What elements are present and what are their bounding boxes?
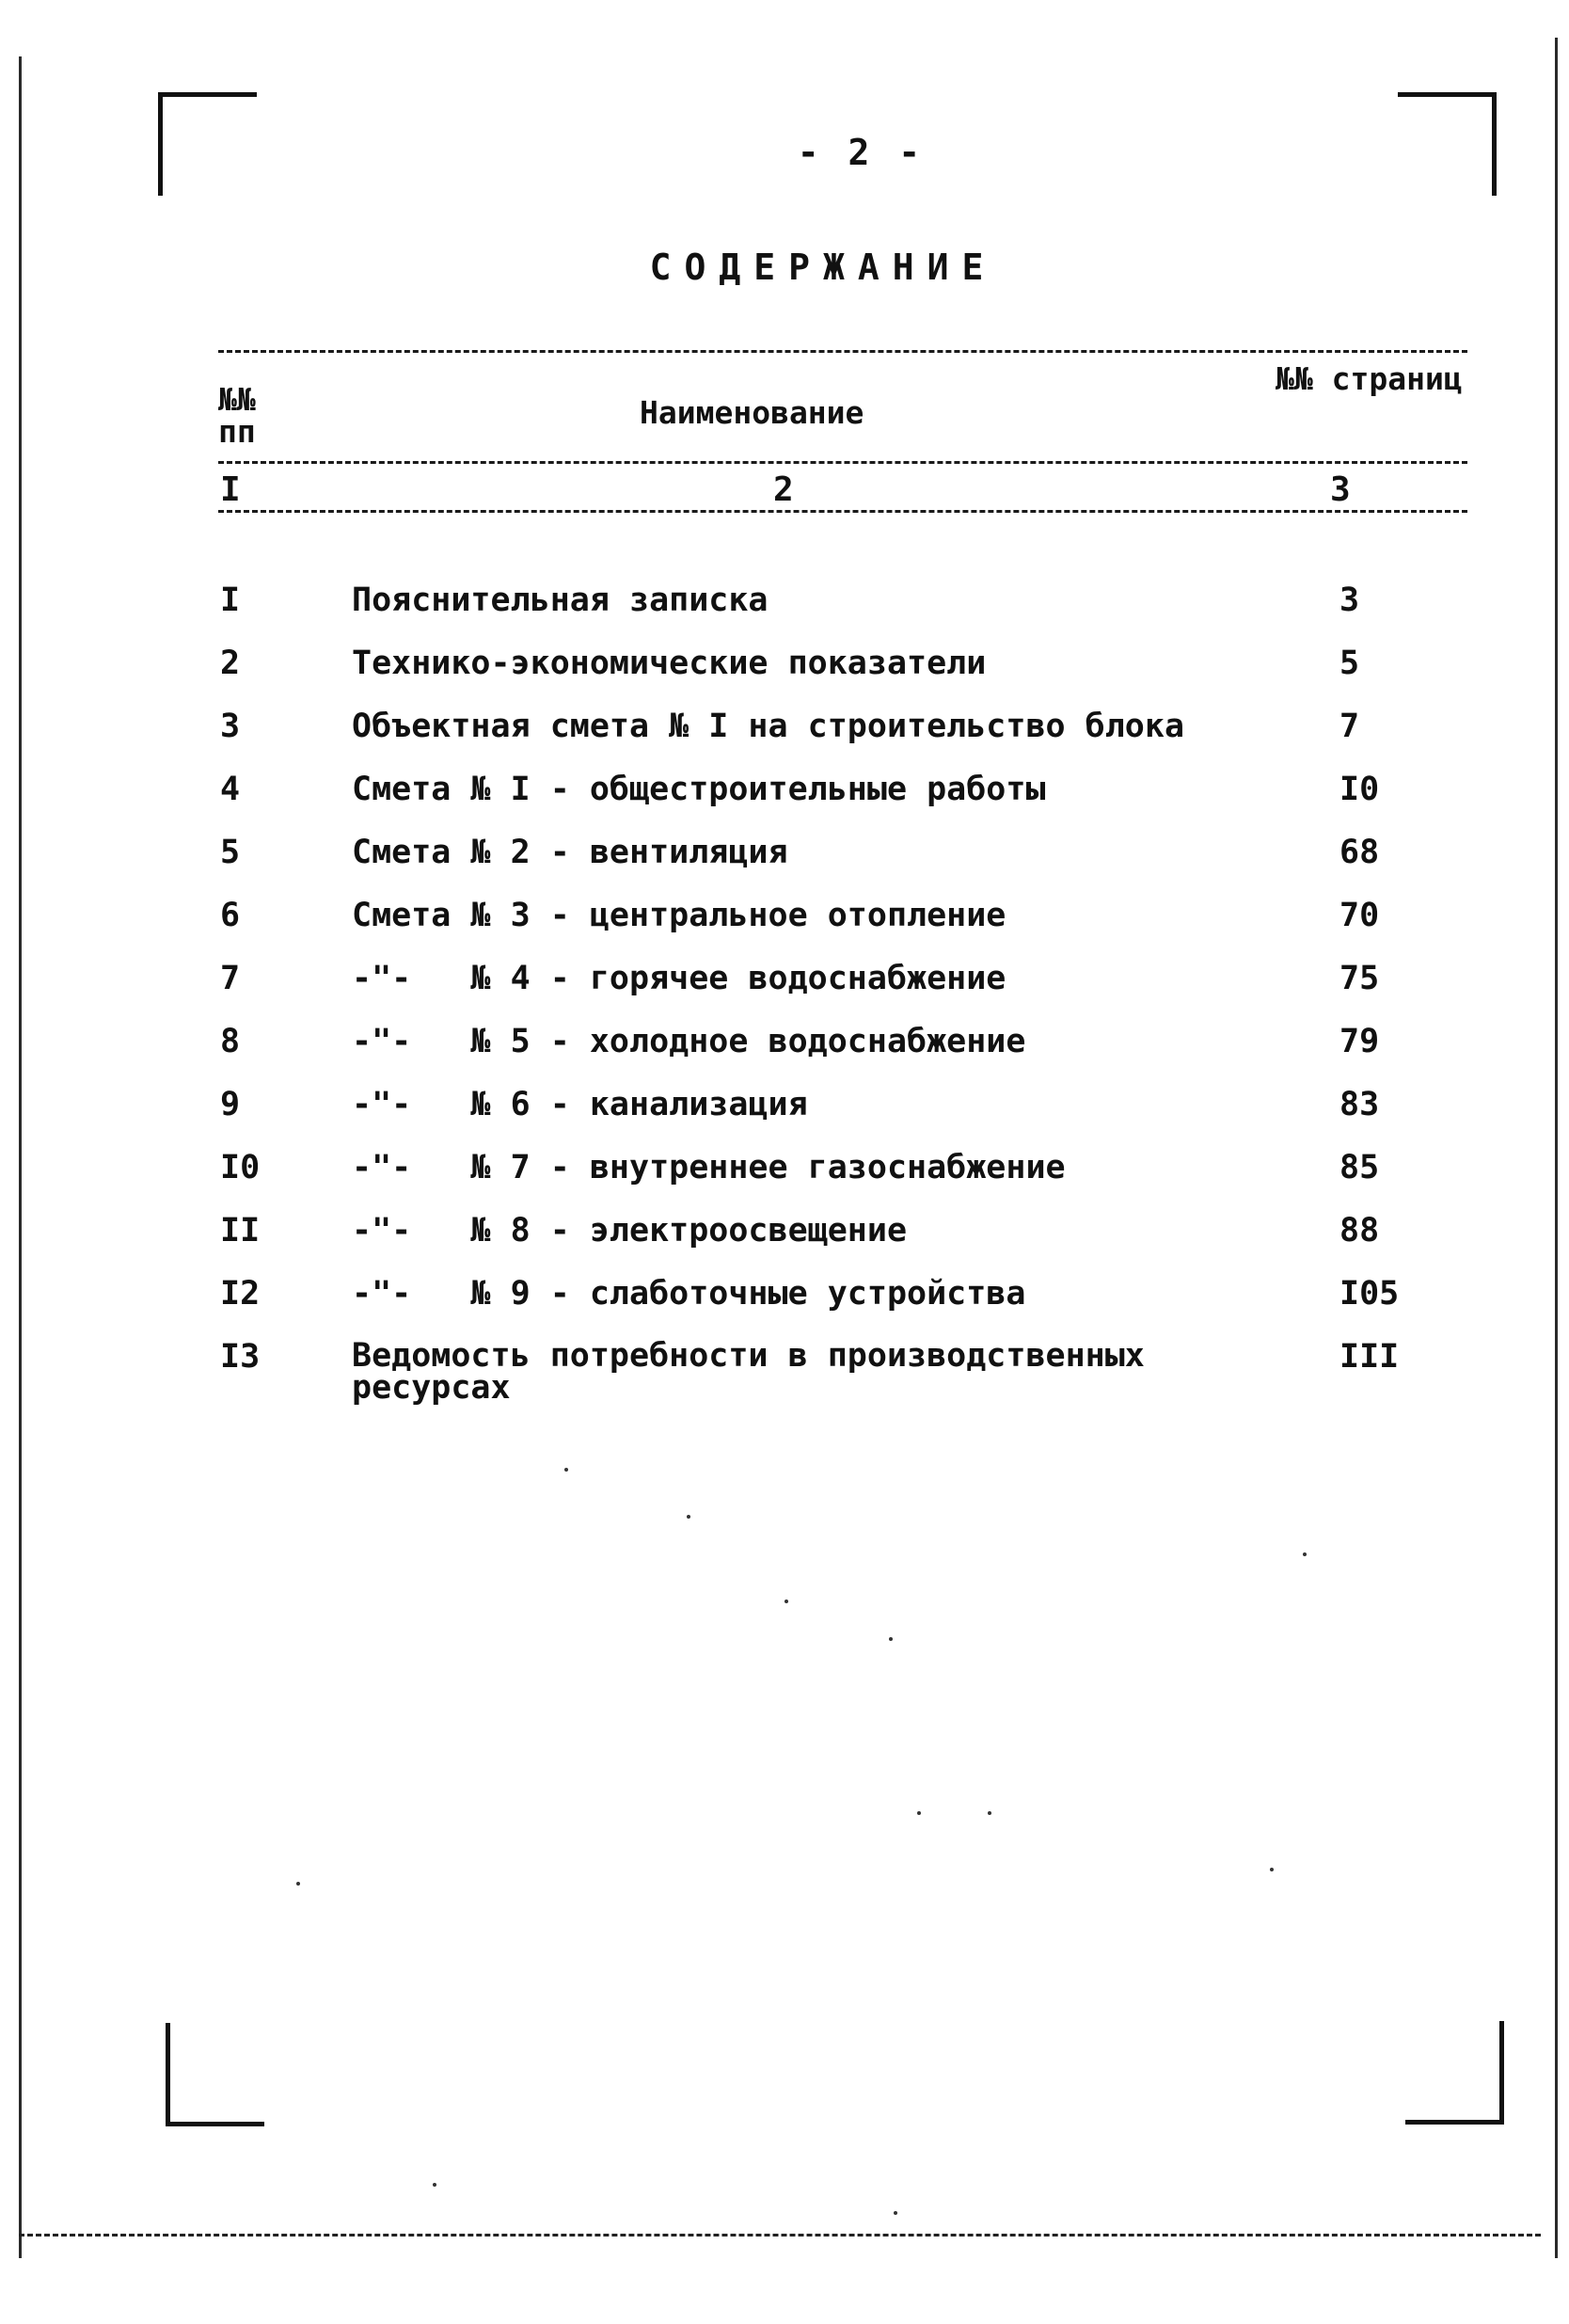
item-number: I2 bbox=[220, 1275, 261, 1313]
item-page: 70 bbox=[1339, 897, 1380, 934]
scan-speck bbox=[1270, 1868, 1274, 1871]
scan-speck bbox=[917, 1811, 921, 1815]
list-item bbox=[0, 836, 1569, 892]
list-item bbox=[0, 646, 1569, 703]
list-item bbox=[0, 583, 1569, 640]
list-item bbox=[0, 1337, 1569, 1425]
scan-speck bbox=[433, 2183, 436, 2187]
scan-speck bbox=[889, 1637, 893, 1641]
item-page: 68 bbox=[1339, 834, 1380, 871]
list-item bbox=[0, 1277, 1569, 1333]
item-page: I05 bbox=[1339, 1275, 1400, 1313]
scan-speck bbox=[296, 1882, 300, 1886]
item-page: 75 bbox=[1339, 960, 1380, 997]
table-header-top-rule bbox=[218, 350, 1467, 353]
scan-speck bbox=[988, 1811, 991, 1815]
item-title: Смета № I - общестроительные работы bbox=[352, 771, 1046, 808]
list-item bbox=[0, 899, 1569, 955]
scan-speck bbox=[894, 2211, 897, 2215]
item-number: II bbox=[220, 1212, 261, 1250]
item-title: Технико-экономические показатели bbox=[352, 645, 987, 682]
item-page: 83 bbox=[1339, 1086, 1380, 1123]
item-number: I3 bbox=[220, 1338, 261, 1376]
item-page: 88 bbox=[1339, 1212, 1380, 1250]
corner-bracket-bottom-left bbox=[166, 2023, 264, 2126]
item-title: Смета № 3 - центральное отопление bbox=[352, 897, 1006, 934]
list-item bbox=[0, 1151, 1569, 1207]
item-number: 2 bbox=[220, 645, 241, 682]
list-item bbox=[0, 709, 1569, 766]
item-page: 85 bbox=[1339, 1149, 1380, 1186]
item-number: I0 bbox=[220, 1149, 261, 1186]
scan-speck bbox=[687, 1515, 690, 1519]
item-page: 5 bbox=[1339, 645, 1360, 682]
scan-speck bbox=[564, 1468, 568, 1472]
item-title: -"- № 5 - холодное водоснабжение bbox=[352, 1023, 1026, 1060]
item-number: I bbox=[220, 581, 241, 619]
table-header-bottom-rule bbox=[218, 510, 1467, 513]
item-title: Пояснительная записка bbox=[352, 581, 769, 619]
item-number: 8 bbox=[220, 1023, 241, 1060]
item-page: 79 bbox=[1339, 1023, 1380, 1060]
scan-speck bbox=[784, 1600, 788, 1603]
item-number: 9 bbox=[220, 1086, 241, 1123]
item-title: -"- № 7 - внутреннее газоснабжение bbox=[352, 1149, 1066, 1186]
item-number: 6 bbox=[220, 897, 241, 934]
item-title: -"- № 8 - электроосвещение bbox=[352, 1212, 908, 1250]
item-number: 4 bbox=[220, 771, 241, 808]
scan-edge-right bbox=[1555, 38, 1558, 2258]
column-index-3: 3 bbox=[1330, 470, 1351, 509]
list-item bbox=[0, 1214, 1569, 1270]
item-title: -"- № 6 - канализация bbox=[352, 1086, 808, 1123]
list-item bbox=[0, 772, 1569, 829]
page-title: СОДЕРЖАНИЕ bbox=[649, 247, 997, 288]
page-number: - 2 - bbox=[797, 132, 925, 173]
scan-speck bbox=[1303, 1552, 1307, 1556]
item-number: 7 bbox=[220, 960, 241, 997]
item-title: Объектная смета № I на строительство блока bbox=[352, 708, 1185, 745]
item-title: Ведомость потребности в производственных ресурсах bbox=[352, 1337, 1145, 1407]
list-item bbox=[0, 962, 1569, 1018]
column-header-name: Наименование bbox=[640, 394, 864, 431]
page-cut-line bbox=[19, 2234, 1541, 2236]
corner-bracket-bottom-right bbox=[1405, 2021, 1504, 2125]
item-number: 3 bbox=[220, 708, 241, 745]
column-header-pages: №№ страниц bbox=[1276, 360, 1463, 397]
item-page: III bbox=[1339, 1338, 1400, 1376]
item-page: I0 bbox=[1339, 771, 1380, 808]
item-title: -"- № 9 - слаботочные устройства bbox=[352, 1275, 1026, 1313]
item-page: 7 bbox=[1339, 708, 1360, 745]
item-title: -"- № 4 - горячее водоснабжение bbox=[352, 960, 1006, 997]
list-item bbox=[0, 1025, 1569, 1081]
column-index-2: 2 bbox=[773, 470, 794, 509]
item-page: 3 bbox=[1339, 581, 1360, 619]
list-item bbox=[0, 1088, 1569, 1144]
item-number: 5 bbox=[220, 834, 241, 871]
table-header-mid-rule bbox=[218, 461, 1467, 464]
column-header-number: №№ пп bbox=[218, 381, 256, 450]
item-title: Смета № 2 - вентиляция bbox=[352, 834, 788, 871]
column-index-1: I bbox=[220, 470, 241, 509]
